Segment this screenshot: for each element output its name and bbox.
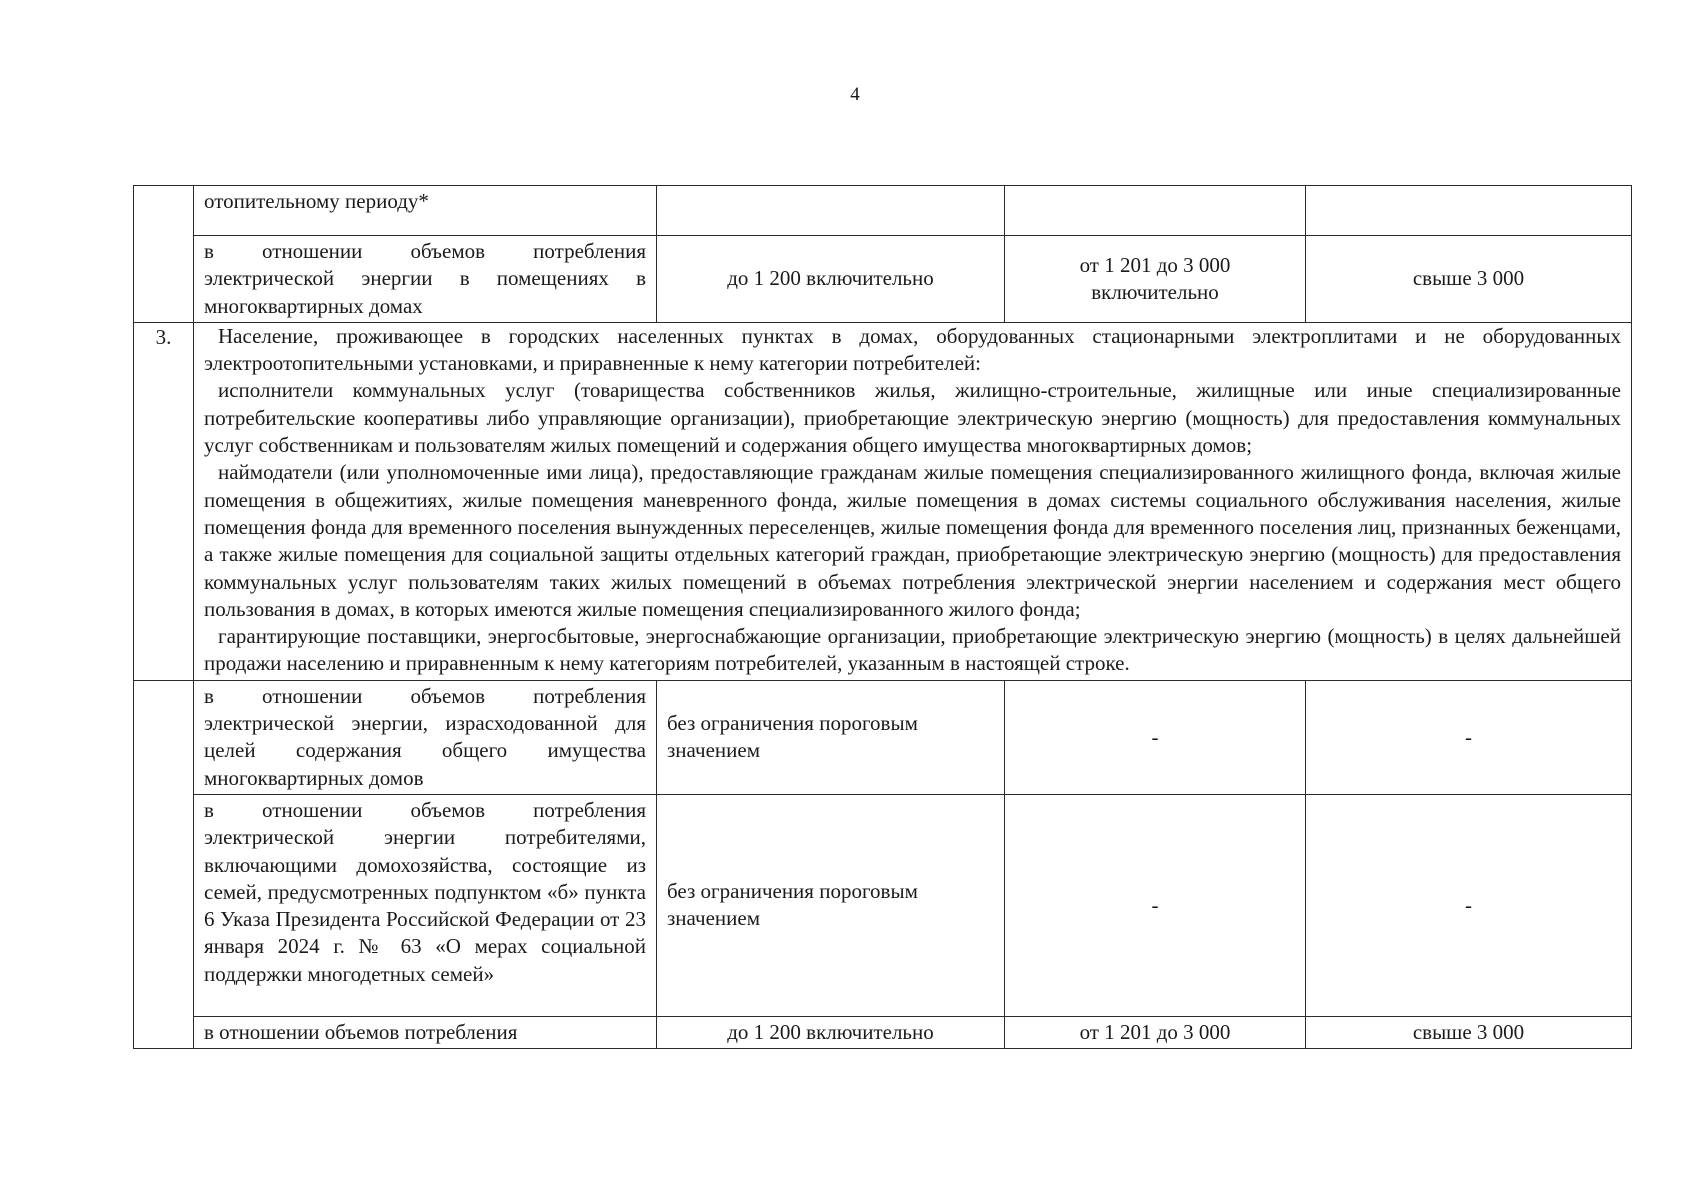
threshold-cell-1: до 1 200 включительно bbox=[657, 236, 1005, 323]
row-description: в отношении объемов потребления электрической энергии в помещениях в многоквартирных домах bbox=[194, 236, 657, 323]
threshold-cell-2: от 1 201 до 3 000 bbox=[1005, 1016, 1306, 1048]
threshold-cell-1: без ограничения пороговым значением bbox=[657, 680, 1005, 794]
threshold-cell-1: до 1 200 включительно bbox=[657, 1016, 1005, 1048]
row-number: 3. bbox=[134, 322, 194, 680]
threshold-cell-3: свыше 3 000 bbox=[1306, 236, 1632, 323]
section-3-paragraph: исполнители коммунальных услуг (товарищества собственников жилья, жилищно-строительные, жилищные или иные специализированные потребительские кооперативы либо управляющие организации), приобретающие электрическую энергию (мощность) для предоставления коммунальных услуг собственникам и пользователям жилых помещений и содержания общего имущества многоквартирных домов; bbox=[204, 378, 1621, 458]
table-row-consumption bbox=[134, 1016, 1632, 1048]
page-number: 4 bbox=[850, 84, 860, 105]
table-row-apartment-premises bbox=[134, 236, 1632, 323]
table-row-section-3 bbox=[134, 322, 1632, 680]
row-description: отопительному периоду* bbox=[194, 186, 657, 236]
table-row-common-property bbox=[134, 680, 1632, 794]
threshold-cell-3: - bbox=[1306, 680, 1632, 794]
threshold-cell-2: от 1 201 до 3 000 включительно bbox=[1005, 236, 1306, 323]
threshold-cell-2 bbox=[1005, 186, 1306, 236]
threshold-cell-3 bbox=[1306, 186, 1632, 236]
threshold-cell-2: - bbox=[1005, 680, 1306, 794]
section-3-paragraph: наймодатели (или уполномоченные ими лица), предоставляющие гражданам жилые помещения специализированного жилищного фонда, включая жилые помещения в общежитиях, жилые помещения маневренного фонда, жилые помещения в домах системы социального обслуживания населения, жилые помещения фонда для временного поселения вынужденных переселенцев, жилые помещения фонда для временного поселения лиц, признанных беженцами, а также жилые помещения для социальной защиты отдельных категорий граждан, приобретающие электрическую энергию (мощность) для предоставления коммунальных услуг пользователям таких жилых помещений в объемах потребления электрической энергии населением и содержания мест общего пользования в домах, в которых имеются жилые помещения специализированного жилого фонда; bbox=[204, 460, 1621, 621]
row-description: в отношении объемов потребления bbox=[194, 1016, 657, 1048]
threshold-cell-3: - bbox=[1306, 794, 1632, 1016]
threshold-cell-1: без ограничения пороговым значением bbox=[657, 794, 1005, 1016]
threshold-cell-2: - bbox=[1005, 794, 1306, 1016]
section-3-description bbox=[194, 322, 1632, 680]
threshold-cell-3: свыше 3 000 bbox=[1306, 1016, 1632, 1048]
table-row-heating-period bbox=[134, 186, 1632, 236]
tariff-table bbox=[133, 185, 1632, 1049]
row-description: в отношении объемов потребления электрической энергии, израсходованной для целей содержания общего имущества многоквартирных домов bbox=[194, 680, 657, 794]
row-number-cell bbox=[134, 680, 194, 1048]
section-3-paragraph: гарантирующие поставщики, энергосбытовые, энергоснабжающие организации, приобретающие электрическую энергию (мощность) в целях дальнейшей продажи населению и приравненным к нему категориям потребителей, указанным в настоящей строке. bbox=[204, 624, 1621, 676]
row-description: в отношении объемов потребления электрической энергии потребителями, включающими домохозяйства, состоящие из семей, предусмотренных подпунктом «б» пункта 6 Указа Президента Российской Федерации от 23 января 2024 г. № 63 «О мерах социальной поддержки многодетных семей» bbox=[194, 794, 657, 1016]
threshold-cell-1 bbox=[657, 186, 1005, 236]
table-row-large-families bbox=[134, 794, 1632, 1016]
row-number-cell bbox=[134, 186, 194, 323]
section-3-paragraph: Население, проживающее в городских населенных пунктах в домах, оборудованных стационарными электроплитами и не оборудованных электроотопительными установками, и приравненные к нему категории потребителей: bbox=[204, 323, 1621, 376]
